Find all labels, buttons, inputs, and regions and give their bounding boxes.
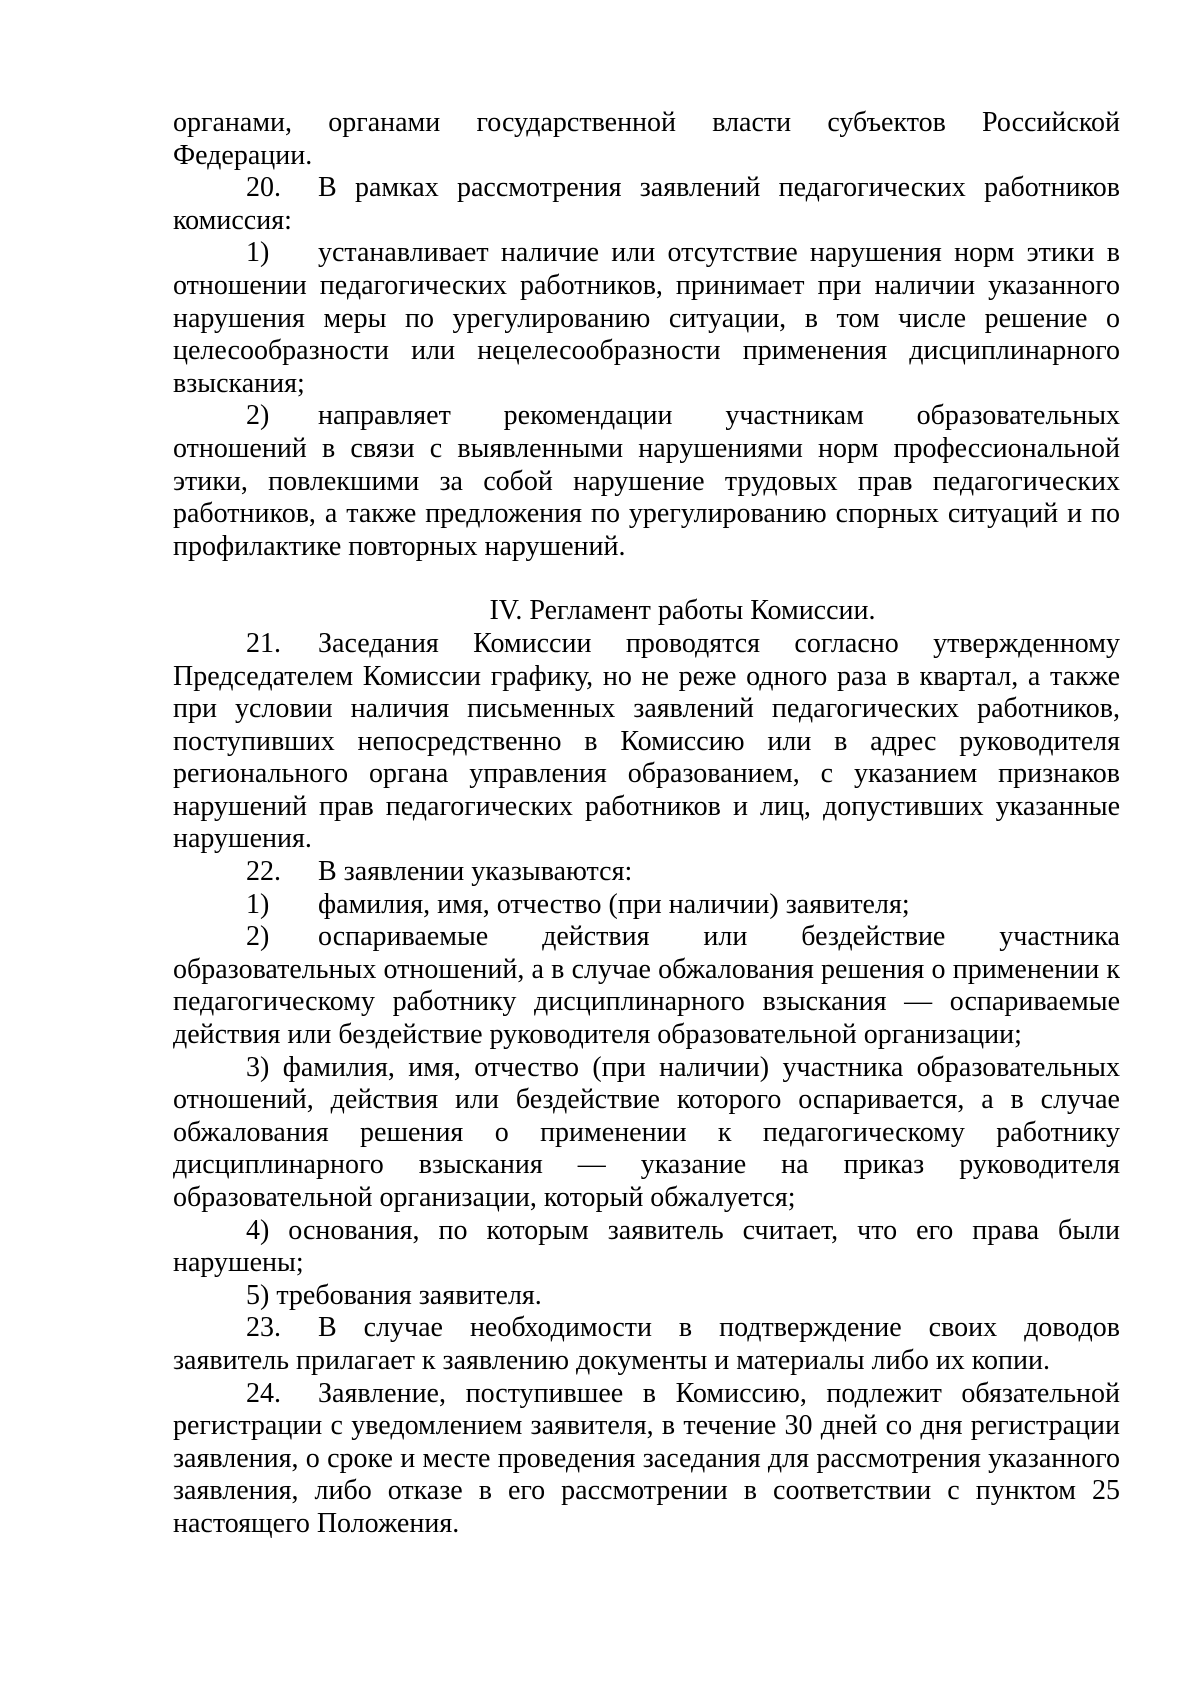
paragraph-text: В рамках рассмотрения заявлений педагогических работников комиссия: <box>173 172 1120 236</box>
paragraph-number: 1) <box>246 237 270 269</box>
paragraph-text: Заявление, поступившее в Комиссию, подлежит обязательной регистрации с уведомлением заявителя, в течение 30 дней со дня регистрации заявления, о сроке и месте проведения заседания для рассмотрения указанного заявления, либо отказе в его рассмотрении в соответствии с пунктом 25 настоящего Положения. <box>173 1377 1120 1539</box>
paragraph-number: 2) <box>246 400 270 432</box>
paragraph-number: 21. <box>246 627 281 659</box>
paragraph-22-item-1 <box>173 889 1120 922</box>
section-heading: IV. Регламент работы Комиссии. <box>489 595 876 627</box>
paragraph-22-item-5 <box>173 1280 1120 1313</box>
paragraph-21 <box>173 628 1120 856</box>
paragraph-text: 3) фамилия, имя, отчество (при наличии) участника образовательных отношений, действия или бездействие которого оспаривается, а в случае обжалования решения о применении к педагогическому работнику дисциплинарного взыскания — указание на приказ руководителя образовательной организации, который обжалуется; <box>173 1051 1120 1213</box>
paragraph-text: органами, органами государственной власти субъектов Российской Федерации. <box>173 107 1120 171</box>
paragraph-number: 20. <box>246 172 281 204</box>
paragraph-continuation <box>173 107 1120 172</box>
paragraph-text: 5) требования заявителя. <box>246 1279 542 1311</box>
paragraph-number: 24. <box>246 1377 281 1409</box>
paragraph-text: оспариваемые действия или бездействие участника образовательных отношений, а в случае обжалования решения о применении к педагогическому работнику дисциплинарного взыскания — оспариваемые действия или бездействие руководителя образовательной организации; <box>173 921 1120 1051</box>
paragraph-number: 23. <box>246 1312 281 1344</box>
paragraph-23 <box>173 1312 1120 1377</box>
paragraph-number: 1) <box>246 888 270 920</box>
paragraph-22-item-4 <box>173 1215 1120 1280</box>
paragraph-text: направляет рекомендации участникам образовательных отношений в связи с выявленными нарушениями норм профессиональной этики, повлекшими за собой нарушение трудовых прав педагогических работников, а также предложения по урегулированию спорных ситуаций и по профилактике повторных нарушений. <box>173 400 1120 562</box>
paragraph-text: Заседания Комиссии проводятся согласно утвержденному Председателем Комиссии графику, но не реже одного раза в квартал, а также при условии наличия письменных заявлений педагогических работников, поступивших непосредственно в Комиссию или в адрес руководителя регионального органа управления образованием, с указанием признаков нарушений прав педагогических работников и лиц, допустивших указанные нарушения. <box>173 627 1120 855</box>
paragraph-text: устанавливает наличие или отсутствие нарушения норм этики в отношении педагогических работников, принимает при наличии указанного нарушения меры по урегулированию ситуации, в том числе решение о целесообразности или нецелесообразности применения дисциплинарного взыскания; <box>173 237 1120 399</box>
paragraph-20-item-1 <box>173 237 1120 400</box>
paragraph-24 <box>173 1378 1120 1541</box>
paragraph-text: 4) основания, по которым заявитель считает, что его права были нарушены; <box>173 1214 1120 1279</box>
paragraph-20 <box>173 172 1120 237</box>
paragraph-text: В случае необходимости в подтверждение своих доводов заявитель прилагает к заявлению документы и материалы либо их копии. <box>173 1312 1120 1376</box>
paragraph-22-item-2 <box>173 921 1120 1051</box>
paragraph-22-item-3 <box>173 1052 1120 1215</box>
paragraph-20-item-2 <box>173 400 1120 563</box>
paragraph-number: 22. <box>246 856 281 888</box>
paragraph-number: 2) <box>246 921 270 953</box>
paragraph-text: фамилия, имя, отчество (при наличии) заявителя; <box>318 888 910 920</box>
document-page <box>173 107 1120 1541</box>
paragraph-text: В заявлении указываются: <box>318 856 633 888</box>
paragraph-22 <box>173 856 1120 889</box>
